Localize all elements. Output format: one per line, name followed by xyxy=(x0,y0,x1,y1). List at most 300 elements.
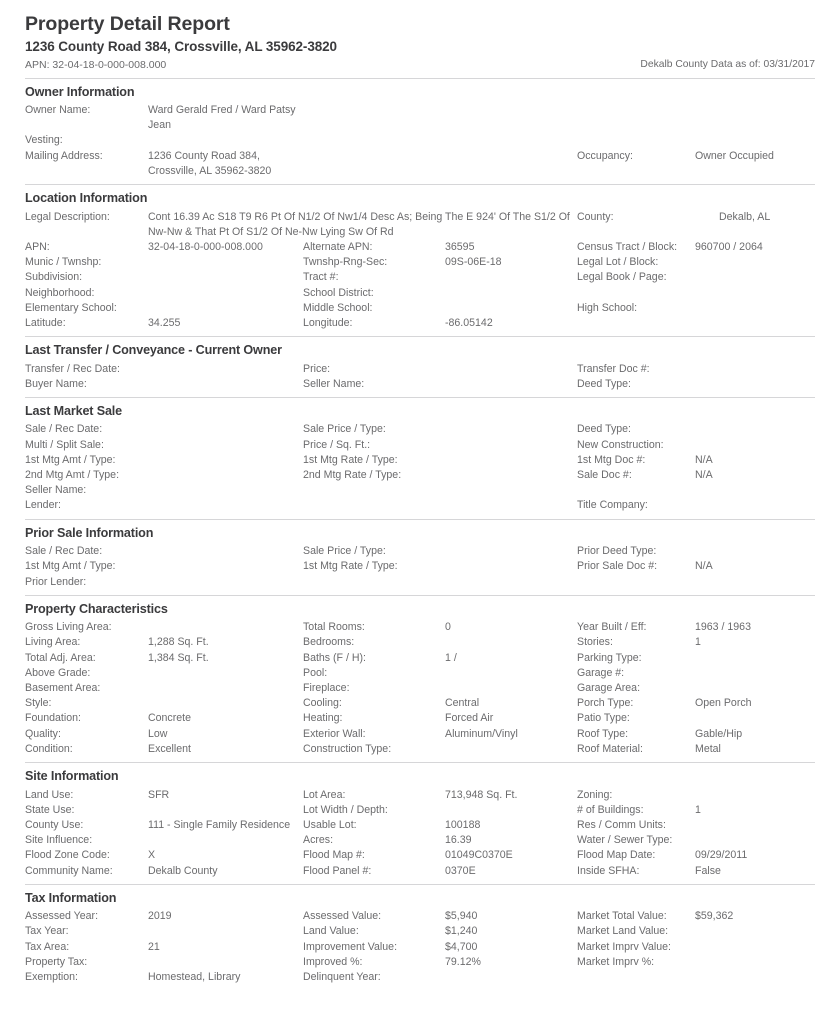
field-value: Owner Occupied xyxy=(695,149,774,162)
field-sale-price-type xyxy=(303,422,577,437)
field-land-value xyxy=(303,924,577,939)
field-parking-type xyxy=(577,651,835,666)
field-label: Sale Price / Type: xyxy=(303,423,386,436)
section-site-information xyxy=(25,762,815,884)
field-flood-map-date xyxy=(577,848,835,863)
field-row xyxy=(25,940,815,955)
field-label: Alternate APN: xyxy=(303,240,373,253)
section-divider xyxy=(25,184,815,185)
field-row xyxy=(25,620,815,635)
field-value: 713,948 Sq. Ft. xyxy=(445,788,518,801)
field-label: 1st Mtg Amt / Type: xyxy=(25,560,116,573)
field-value: Open Porch xyxy=(695,697,752,710)
field-label: Sale Doc #: xyxy=(577,469,632,482)
section-fields xyxy=(25,788,815,884)
field-empty xyxy=(303,498,577,513)
field-label: 1st Mtg Rate / Type: xyxy=(303,453,398,466)
field-flood-panel xyxy=(303,864,577,879)
field-label: Latitude: xyxy=(25,316,66,329)
field-label: Delinquent Year: xyxy=(303,971,381,984)
field-label: Tract #: xyxy=(303,271,339,284)
section-fields xyxy=(25,544,815,595)
field-exemption xyxy=(25,970,303,985)
field-label: Site Influence: xyxy=(25,834,93,847)
section-title: Location Information xyxy=(25,191,148,206)
field-row xyxy=(25,468,815,483)
field-price-sq-ft xyxy=(303,438,577,453)
field-prior-deed-type xyxy=(577,544,835,559)
field-row xyxy=(25,286,815,301)
field-bedrooms xyxy=(303,635,577,650)
field-label: Baths (F / H): xyxy=(303,651,366,664)
report-sections xyxy=(25,78,815,991)
field-living-area xyxy=(25,635,303,650)
field-row xyxy=(25,270,815,285)
field-price xyxy=(303,362,577,377)
field-neighborhood xyxy=(25,286,303,301)
section-last-transfer-conveyance-current-owner xyxy=(25,336,815,397)
field-row xyxy=(25,666,815,681)
field-row xyxy=(25,544,815,559)
field-label xyxy=(303,103,445,133)
field-row xyxy=(25,438,815,453)
field-label xyxy=(577,575,695,590)
field-row xyxy=(25,955,815,970)
field-label xyxy=(303,483,445,498)
section-location-information xyxy=(25,184,815,336)
field-munic-twnshp xyxy=(25,255,303,270)
field-1st-mtg-rate-type xyxy=(303,453,577,468)
field-value: Dekalb, AL xyxy=(719,210,771,223)
field-row xyxy=(25,559,815,574)
field-above-grade xyxy=(25,666,303,681)
field-value: 09S-06E-18 xyxy=(445,256,502,269)
field-row xyxy=(25,909,815,924)
field-value: Dekalb County xyxy=(148,864,218,877)
field-community-name xyxy=(25,864,303,879)
field-label: Seller Name: xyxy=(303,377,365,390)
section-divider xyxy=(25,884,815,885)
field-label: Construction Type: xyxy=(303,742,392,755)
field-roof-type xyxy=(577,727,835,742)
field-school-district xyxy=(303,286,577,301)
section-divider xyxy=(25,336,815,337)
field-value: -86.05142 xyxy=(445,316,493,329)
field-flood-zone-code xyxy=(25,848,303,863)
field-label: Deed Type: xyxy=(577,423,631,436)
field-condition xyxy=(25,742,303,757)
field-value: 79.12% xyxy=(445,955,481,968)
field-label: Assessed Value: xyxy=(303,910,382,923)
field-label: Total Rooms: xyxy=(303,621,365,634)
section-fields xyxy=(25,210,815,337)
field-value: $4,700 xyxy=(445,940,478,953)
field-label: Res / Comm Units: xyxy=(577,818,666,831)
field-county-use xyxy=(25,818,303,833)
field-foundation xyxy=(25,711,303,726)
field-garage xyxy=(577,666,835,681)
field-label: Flood Panel #: xyxy=(303,864,372,877)
field-value: Gable/Hip xyxy=(695,727,743,740)
field-label: Seller Name: xyxy=(25,484,87,497)
field-empty xyxy=(577,316,835,331)
field-label: Price / Sq. Ft.: xyxy=(303,438,371,451)
field-value: $5,940 xyxy=(445,910,478,923)
field-value: 1,384 Sq. Ft. xyxy=(148,651,209,664)
section-divider xyxy=(25,595,815,596)
field-label: Parking Type: xyxy=(577,651,642,664)
field-label: 1st Mtg Amt / Type: xyxy=(25,453,116,466)
field-new-construction xyxy=(577,438,835,453)
field-row xyxy=(25,727,815,742)
field-label: Vesting: xyxy=(25,134,63,147)
field-prior-lender xyxy=(25,575,303,590)
field-label: Occupancy: xyxy=(577,149,633,162)
field-value: 34.255 xyxy=(148,316,181,329)
field-land-use xyxy=(25,788,303,803)
field-label xyxy=(577,970,695,985)
field-value: 1,288 Sq. Ft. xyxy=(148,636,209,649)
section-divider xyxy=(25,397,815,398)
field-1st-mtg-amt-type xyxy=(25,453,303,468)
field-transfer-doc xyxy=(577,362,835,377)
field-label: Prior Lender: xyxy=(25,575,87,588)
field-value: $1,240 xyxy=(445,925,478,938)
field-improvement-value xyxy=(303,940,577,955)
field-style xyxy=(25,696,303,711)
field-label: County: xyxy=(577,210,614,223)
field-empty xyxy=(577,103,835,133)
field-value: Aluminum/Vinyl xyxy=(445,727,518,740)
field-cooling xyxy=(303,696,577,711)
field-lot-area xyxy=(303,788,577,803)
field-assessed-year xyxy=(25,909,303,924)
field-baths-f-h xyxy=(303,651,577,666)
field-value: N/A xyxy=(695,469,713,482)
field-exterior-wall xyxy=(303,727,577,742)
field-latitude xyxy=(25,316,303,331)
field-row xyxy=(25,742,815,757)
field-value: 1236 County Road 384, Crossville, AL 35962-3820 xyxy=(148,149,272,177)
section-title: Owner Information xyxy=(25,84,135,99)
field-label: Lot Area: xyxy=(303,788,346,801)
field-longitude xyxy=(303,316,577,331)
field-label: Porch Type: xyxy=(577,697,634,710)
field-label: Elementary School: xyxy=(25,301,117,314)
field-roof-material xyxy=(577,742,835,757)
field-label: Style: xyxy=(25,697,52,710)
field-value: 0 xyxy=(445,621,451,634)
field-row xyxy=(25,362,815,377)
field-label: Deed Type: xyxy=(577,377,631,390)
field-garage-area xyxy=(577,681,835,696)
field-label: Roof Material: xyxy=(577,742,643,755)
field-subdivision xyxy=(25,270,303,285)
field-empty xyxy=(303,575,577,590)
field-patio-type xyxy=(577,711,835,726)
field-fireplace xyxy=(303,681,577,696)
field-delinquent-year xyxy=(303,970,577,985)
field-multi-split-sale xyxy=(25,438,303,453)
field-label: Mailing Address: xyxy=(25,149,103,162)
field-title-company xyxy=(577,498,835,513)
field-label xyxy=(577,103,695,133)
field-empty xyxy=(303,483,577,498)
field-label: Usable Lot: xyxy=(303,818,357,831)
field-empty xyxy=(577,133,835,148)
field-improved xyxy=(303,955,577,970)
field-label: Improved %: xyxy=(303,955,363,968)
field-quality xyxy=(25,727,303,742)
field-label: Longitude: xyxy=(303,316,353,329)
field-row xyxy=(25,924,815,939)
field-value: 1 xyxy=(695,803,701,816)
field-label: Flood Map #: xyxy=(303,849,365,862)
field-value: 0370E xyxy=(445,864,476,877)
field-lender xyxy=(25,498,303,513)
field-row xyxy=(25,651,815,666)
field-label: Title Company: xyxy=(577,499,648,512)
field-label: Owner Name: xyxy=(25,104,91,117)
property-apn: APN: 32-04-18-0-000-008.000 xyxy=(25,58,167,71)
field-label: Pool: xyxy=(303,666,328,679)
field-assessed-value xyxy=(303,909,577,924)
field-value: 21 xyxy=(148,940,160,953)
field-label: Fireplace: xyxy=(303,682,350,695)
field-2nd-mtg-rate-type xyxy=(303,468,577,483)
section-fields xyxy=(25,422,815,518)
field-transfer-rec-date xyxy=(25,362,303,377)
field-seller-name xyxy=(303,377,577,392)
field-row xyxy=(25,422,815,437)
field-alternate-apn xyxy=(303,240,577,255)
field-value: 16.39 xyxy=(445,834,472,847)
section-property-characteristics xyxy=(25,595,815,762)
field-label: 2nd Mtg Amt / Type: xyxy=(25,469,120,482)
field-label xyxy=(303,498,445,513)
field-label: Garage Area: xyxy=(577,682,641,695)
field-row xyxy=(25,788,815,803)
field-label: High School: xyxy=(577,301,638,314)
field-total-rooms xyxy=(303,620,577,635)
field-sale-rec-date xyxy=(25,544,303,559)
field-market-total-value xyxy=(577,909,835,924)
field-label: Community Name: xyxy=(25,864,113,877)
field-market-land-value xyxy=(577,924,835,939)
field-row xyxy=(25,240,815,255)
field-row xyxy=(25,316,815,331)
field-row xyxy=(25,498,815,513)
field-acres xyxy=(303,833,577,848)
field-apn xyxy=(25,240,303,255)
field-empty xyxy=(577,970,835,985)
field-label: 1st Mtg Doc #: xyxy=(577,453,646,466)
field-1st-mtg-amt-type xyxy=(25,559,303,574)
field-row xyxy=(25,711,815,726)
field-label: Legal Description: xyxy=(25,210,110,223)
field-row xyxy=(25,377,815,392)
field-label xyxy=(577,286,695,301)
field-label: Assessed Year: xyxy=(25,910,99,923)
field-row xyxy=(25,103,815,133)
field-label xyxy=(577,483,695,498)
section-title: Site Information xyxy=(25,769,119,784)
field-empty xyxy=(577,575,835,590)
field-value: 960700 / 2064 xyxy=(695,240,763,253)
field-construction-type xyxy=(303,742,577,757)
field-empty xyxy=(303,149,577,179)
section-last-market-sale xyxy=(25,397,815,519)
field-label: Sale / Rec Date: xyxy=(25,545,103,558)
field-row xyxy=(25,133,815,148)
section-divider xyxy=(25,519,815,520)
field-lot-width-depth xyxy=(303,803,577,818)
field-label: Subdivision: xyxy=(25,271,83,284)
field-label: Sale Price / Type: xyxy=(303,545,386,558)
section-title: Last Transfer / Conveyance - Current Owner xyxy=(25,343,282,358)
field-label xyxy=(577,133,695,148)
field-deed-type xyxy=(577,422,835,437)
field-row xyxy=(25,483,815,498)
field-label: Quality: xyxy=(25,727,61,740)
field-value: X xyxy=(148,849,156,862)
field-value: SFR xyxy=(148,788,170,801)
field-label: Stories: xyxy=(577,636,613,649)
field-market-imprv xyxy=(577,955,835,970)
field-label: Flood Zone Code: xyxy=(25,849,110,862)
section-title: Last Market Sale xyxy=(25,404,122,418)
field-middle-school xyxy=(303,301,577,316)
field-pool xyxy=(303,666,577,681)
field-tax-area xyxy=(25,940,303,955)
field-row xyxy=(25,696,815,711)
field-label: Water / Sewer Type: xyxy=(577,834,673,847)
field-year-built-eff xyxy=(577,620,835,635)
field-label: Prior Sale Doc #: xyxy=(577,560,658,573)
field-label xyxy=(303,149,445,179)
field-1st-mtg-doc xyxy=(577,453,835,468)
field-row xyxy=(25,453,815,468)
field-value: False xyxy=(695,864,721,877)
field-empty xyxy=(577,286,835,301)
field-row xyxy=(25,575,815,590)
section-divider xyxy=(25,762,815,763)
field-label: Neighborhood: xyxy=(25,286,95,299)
field-sale-rec-date xyxy=(25,422,303,437)
field-value: 2019 xyxy=(148,910,172,923)
field-prior-sale-doc xyxy=(577,559,835,574)
field-high-school xyxy=(577,301,835,316)
field-label: Twnshp-Rng-Sec: xyxy=(303,256,388,269)
field-zoning xyxy=(577,788,835,803)
field-value: Ward Gerald Fred / Ward Patsy Jean xyxy=(148,104,296,132)
field-label: # of Buildings: xyxy=(577,803,644,816)
field-label xyxy=(303,133,445,148)
section-fields xyxy=(25,620,815,762)
field-row xyxy=(25,833,815,848)
field-row xyxy=(25,803,815,818)
field-value: Forced Air xyxy=(445,712,494,725)
field-label: Total Adj. Area: xyxy=(25,651,96,664)
field-seller-name xyxy=(25,483,303,498)
field-label: 2nd Mtg Rate / Type: xyxy=(303,469,402,482)
field-row xyxy=(25,864,815,879)
field-label: Living Area: xyxy=(25,636,81,649)
field-buyer-name xyxy=(25,377,303,392)
field-label: Market Total Value: xyxy=(577,910,667,923)
field-label: 1st Mtg Rate / Type: xyxy=(303,560,398,573)
field-label: Patio Type: xyxy=(577,712,630,725)
field-label: State Use: xyxy=(25,803,75,816)
field-label xyxy=(577,316,695,331)
field-twnshp-rng-sec xyxy=(303,255,577,270)
field-res-comm-units xyxy=(577,818,835,833)
data-as-of-label: Dekalb County Data as of: 03/31/2017 xyxy=(640,58,815,70)
field-label: Price: xyxy=(303,362,331,375)
field-empty xyxy=(577,483,835,498)
field-label: Garage #: xyxy=(577,666,625,679)
field-label: Munic / Twnshp: xyxy=(25,256,102,269)
field-label: Heating: xyxy=(303,712,343,725)
section-title: Prior Sale Information xyxy=(25,525,154,540)
section-title: Tax Information xyxy=(25,890,117,905)
field-empty xyxy=(303,133,577,148)
field-legal-description xyxy=(25,210,577,240)
field-county xyxy=(577,210,837,240)
section-fields xyxy=(25,103,815,184)
field-value: 1 / xyxy=(445,651,457,664)
field-row xyxy=(25,255,815,270)
page-title: Property Detail Report xyxy=(25,13,230,35)
section-divider xyxy=(25,78,815,79)
field-label: Improvement Value: xyxy=(303,940,398,953)
report-header xyxy=(25,14,815,78)
field-label: New Construction: xyxy=(577,438,664,451)
field-legal-lot-block xyxy=(577,255,835,270)
property-address: 1236 County Road 384, Crossville, AL 35962-3820 xyxy=(25,39,337,55)
field-porch-type xyxy=(577,696,835,711)
field-value: 09/29/2011 xyxy=(695,849,748,862)
section-fields xyxy=(25,362,815,397)
field-label: County Use: xyxy=(25,818,84,831)
field-inside-sfha xyxy=(577,864,835,879)
field-row xyxy=(25,301,815,316)
field-sale-price-type xyxy=(303,544,577,559)
field-label: Bedrooms: xyxy=(303,636,355,649)
field-label: APN: xyxy=(25,240,50,253)
field-label: Flood Map Date: xyxy=(577,849,656,862)
field-label: Tax Area: xyxy=(25,940,70,953)
field-value: Central xyxy=(445,697,480,710)
section-prior-sale-information xyxy=(25,519,815,595)
field-label: Basement Area: xyxy=(25,682,101,695)
field-legal-book-page xyxy=(577,270,835,285)
field-label: Census Tract / Block: xyxy=(577,240,678,253)
section-tax-information xyxy=(25,884,815,990)
field-label: Sale / Rec Date: xyxy=(25,423,103,436)
field-tax-year xyxy=(25,924,303,939)
field-label: School District: xyxy=(303,286,374,299)
section-fields xyxy=(25,909,815,990)
field-value: Metal xyxy=(695,742,721,755)
field-value: Homestead, Library xyxy=(148,971,241,984)
field-value: 1 xyxy=(695,636,701,649)
field-deed-type xyxy=(577,377,835,392)
field-label: Inside SFHA: xyxy=(577,864,640,877)
field-value: 1963 / 1963 xyxy=(695,621,751,634)
section-title: Property Characteristics xyxy=(25,601,168,616)
field-flood-map xyxy=(303,848,577,863)
